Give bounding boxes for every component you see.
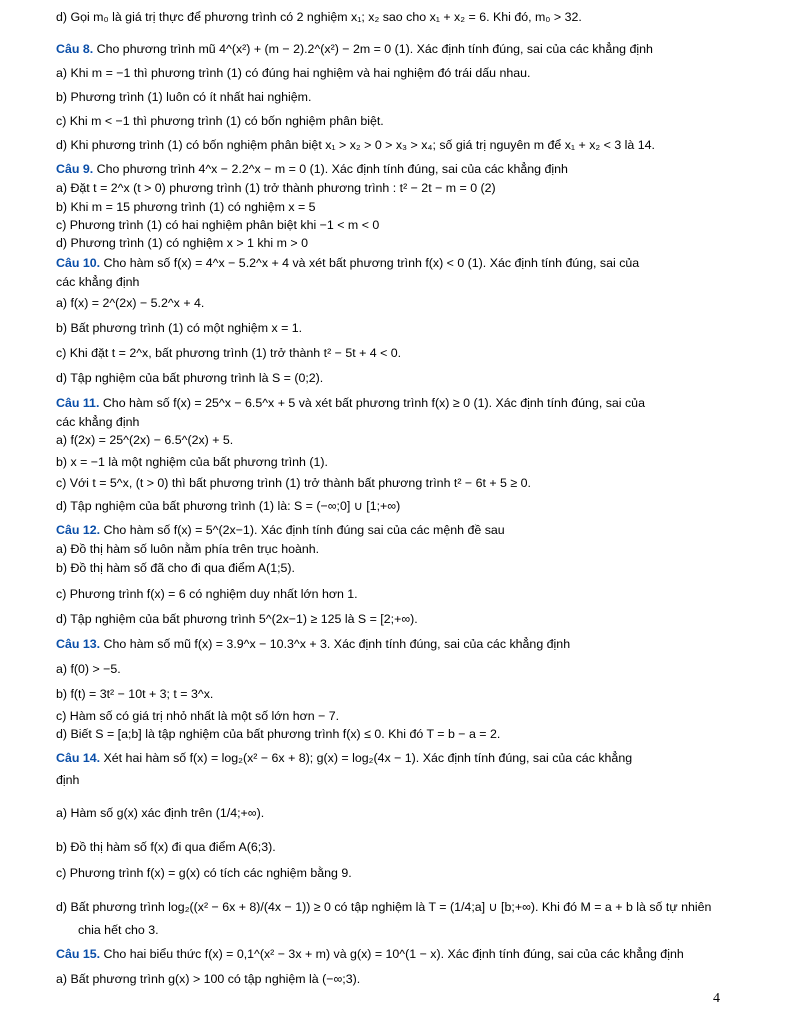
line-31: b) f(t) = 3t² − 10t + 3; t = 3^x. (56, 687, 214, 701)
line-19: các khẳng định (56, 415, 140, 429)
line-11: d) Phương trình (1) có nghiệm x > 1 khi m > 0 (56, 236, 308, 250)
line-5: c) Khi m < −1 thì phương trình (1) có bốn nghiệm phân biệt. (56, 114, 384, 128)
question-text: Cho hàm số f(x) = 25^x − 6.5^x + 5 và xét bất phương trình f(x) ≥ 0 (1). Xác định tính đúng, sai của (99, 396, 645, 410)
line-16: c) Khi đặt t = 2^x, bất phương trình (1) trở thành t² − 5t + 4 < 0. (56, 346, 402, 360)
question-label: Câu 8. (56, 42, 94, 56)
page-number: 4 (713, 991, 720, 1006)
question-12 (56, 523, 726, 538)
line-13: các khẳng định (56, 275, 140, 289)
question-11 (56, 396, 726, 411)
question-9 (56, 162, 726, 177)
line-14: a) f(x) = 2^(2x) − 5.2^x + 4. (56, 296, 205, 310)
line-17: d) Tập nghiệm của bất phương trình là S = (0;2). (56, 371, 324, 385)
line-15: b) Bất phương trình (1) có một nghiệm x = 1. (56, 321, 303, 335)
line-20: a) f(2x) = 25^(2x) − 6.5^(2x) + 5. (56, 433, 234, 447)
question-label: Câu 13. (56, 637, 101, 651)
question-label: Câu 11. (56, 396, 100, 410)
line-36: a) Hàm số g(x) xác định trên (1/4;+∞). (56, 806, 265, 820)
line-23: d) Tập nghiệm của bất phương trình (1) là: S = (−∞;0] ∪ [1;+∞) (56, 499, 401, 513)
question-label: Câu 9. (56, 162, 94, 176)
question-label: Câu 12. (56, 523, 101, 537)
line-30: a) f(0) > −5. (56, 662, 121, 676)
line-22: c) Với t = 5^x, (t > 0) thì bất phương trình (1) trở thành bất phương trình t² − 6t + 5 ≥ 0. (56, 476, 531, 490)
line-35: định (56, 773, 80, 787)
line-39: d) Bất phương trình log₂((x² − 6x + 8)/(4x − 1)) ≥ 0 có tập nghiệm là T = (1/4;a] ∪ [b;+∞). Khi đó M = a + b là số tự nhiên (56, 900, 712, 914)
line-6: d) Khi phương trình (1) có bốn nghiệm phân biệt x₁ > x₂ > 0 > x₃ > x₄; số giá trị nguyên m để x₁ + x₂ < 3 là 14. (56, 138, 655, 152)
line-26: b) Đồ thị hàm số đã cho đi qua điểm A(1;5). (56, 561, 295, 575)
line-9: b) Khi m = 15 phương trình (1) có nghiệm x = 5 (56, 200, 316, 214)
line-25: a) Đồ thị hàm số luôn nằm phía trên trục hoành. (56, 542, 320, 556)
question-text: Cho hàm số mũ f(x) = 3.9^x − 10.3^x + 3. Xác định tính đúng, sai của các khẳng định (100, 637, 571, 651)
line-1: d) Gọi m₀ là giá trị thực để phương trình có 2 nghiệm x₁; x₂ sao cho x₁ + x₂ = 6. Khi đó, m₀ > 32. (56, 10, 582, 24)
question-text: Cho phương trình 4^x − 2.2^x − m = 0 (1). Xác định tính đúng, sai của các khẳng định (93, 162, 568, 176)
question-text: Cho hàm số f(x) = 5^(2x−1). Xác định tính đúng sai của các mệnh đề sau (100, 523, 505, 537)
line-3: a) Khi m = −1 thì phương trình (1) có đúng hai nghiệm và hai nghiệm đó trái dấu nhau. (56, 66, 531, 80)
question-14 (56, 751, 726, 766)
question-label: Câu 15. (56, 947, 101, 961)
question-15 (56, 947, 726, 962)
line-8: a) Đặt t = 2^x (t > 0) phương trình (1) trở thành phương trình : t² − 2t − m = 0 (2) (56, 181, 496, 195)
question-label: Câu 10. (56, 256, 101, 270)
question-text: Xét hai hàm số f(x) = log₂(x² − 6x + 8); g(x) = log₂(4x − 1). Xác định tính đúng, sai của các khẳng (100, 751, 633, 765)
question-13 (56, 637, 726, 652)
question-text: Cho phương trình mũ 4^(x²) + (m − 2).2^(x²) − 2m = 0 (1). Xác định tính đúng, sai của các khẳng định (93, 42, 653, 56)
line-21: b) x = −1 là một nghiệm của bất phương trình (1). (56, 455, 328, 469)
line-37: b) Đồ thị hàm số f(x) đi qua điểm A(6;3). (56, 840, 276, 854)
line-32: c) Hàm số có giá trị nhỏ nhất là một số lớn hơn − 7. (56, 709, 340, 723)
line-38: c) Phương trình f(x) = g(x) có tích các nghiệm bằng 9. (56, 866, 352, 880)
line-40: chia hết cho 3. (78, 923, 159, 937)
line-33: d) Biết S = [a;b] là tập nghiệm của bất phương trình f(x) ≤ 0. Khi đó T = b − a = 2. (56, 727, 501, 741)
line-42: a) Bất phương trình g(x) > 100 có tập nghiệm là (−∞;3). (56, 972, 361, 986)
question-label: Câu 14. (56, 751, 101, 765)
line-27: c) Phương trình f(x) = 6 có nghiệm duy nhất lớn hơn 1. (56, 587, 358, 601)
question-8 (56, 42, 726, 57)
line-28: d) Tập nghiệm của bất phương trình 5^(2x−1) ≥ 125 là S = [2;+∞). (56, 612, 418, 626)
question-text: Cho hàm số f(x) = 4^x − 5.2^x + 4 và xét bất phương trình f(x) < 0 (1). Xác định tính đúng, sai của (100, 256, 640, 270)
question-10 (56, 256, 726, 271)
line-10: c) Phương trình (1) có hai nghiệm phân biệt khi −1 < m < 0 (56, 218, 380, 232)
question-text: Cho hai biểu thức f(x) = 0,1^(x² − 3x + m) và g(x) = 10^(1 − x). Xác định tính đúng, sai của các khẳng định (100, 947, 684, 961)
line-4: b) Phương trình (1) luôn có ít nhất hai nghiệm. (56, 90, 312, 104)
